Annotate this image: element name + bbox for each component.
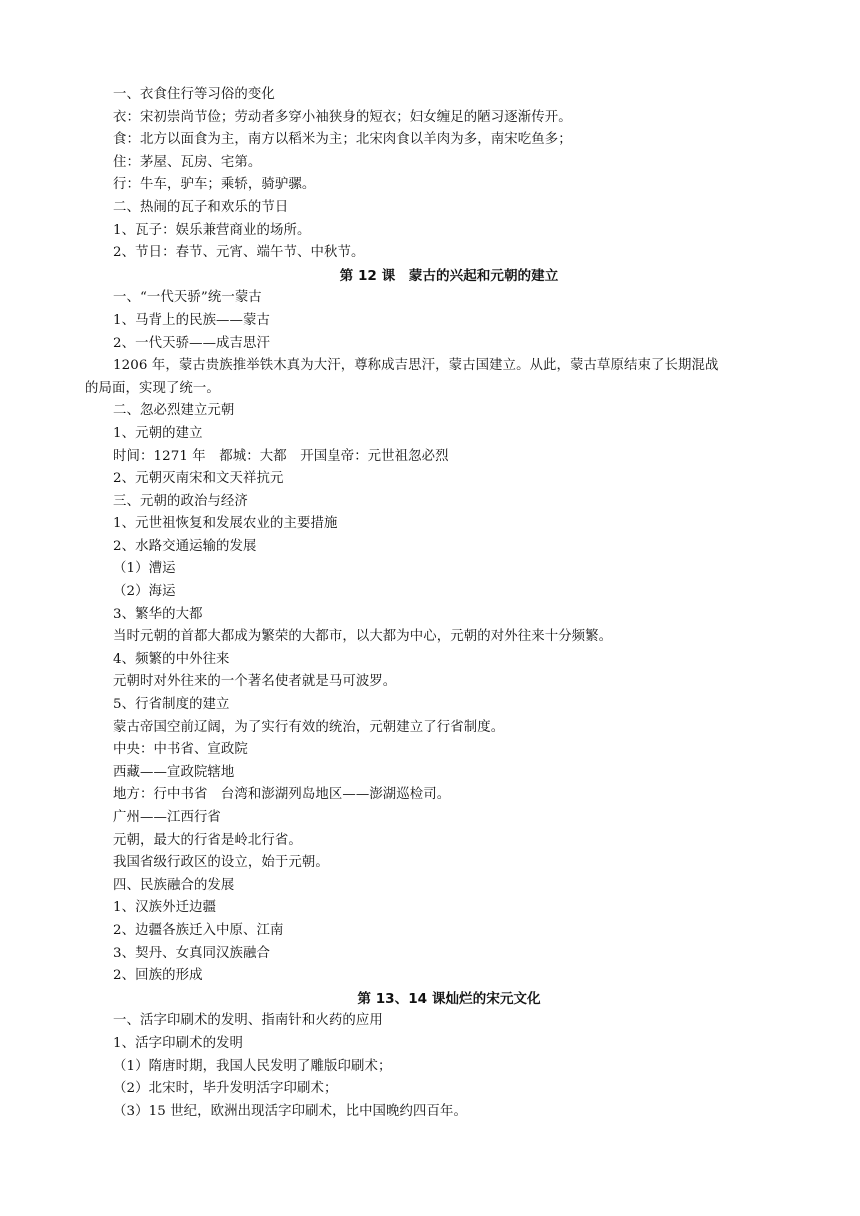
text-line: 一、“一代天骄”统一蒙古 (113, 290, 262, 306)
text-line: 四、民族融合的发展 (113, 877, 235, 893)
lesson-13-14-heading: 第 13、14 课灿烂的宋元文化 (357, 990, 541, 1007)
text-line: 一、衣食住行等习俗的变化 (113, 87, 275, 102)
text-line: 地方：行中书省 台湾和澎湖列岛地区——澎湖巡检司。 (113, 787, 451, 803)
paragraph-line-continued: 的局面，实现了统一。 (85, 380, 220, 396)
text-line: 1、瓦子：娱乐兼营商业的场所。 (113, 222, 311, 238)
text-line: 3、繁华的大都 (113, 606, 203, 622)
text-line: （1）漕运 (113, 561, 176, 577)
text-line: 三、元朝的政治与经济 (113, 493, 248, 509)
text-line: 住：茅屋、瓦房、宅第。 (113, 154, 262, 170)
text-line: 1、元朝的建立 (113, 425, 203, 441)
text-line: 广州——江西行省 (113, 810, 221, 825)
text-line: 1、汉族外迁边疆 (113, 900, 217, 916)
text-line: 二、忽必烈建立元朝 (113, 403, 235, 419)
text-line: 时间：1271 年 都城：大都 开国皇帝：元世祖忽必烈 (113, 448, 449, 464)
text-line: 衣：宋初崇尚节俭；劳动者多穿小袖狭身的短衣；妇女缠足的陋习逐渐传开。 (113, 109, 572, 125)
text-line: （2）北宋时，毕升发明活字印刷术； (113, 1081, 338, 1097)
text-line: （3）15 世纪，欧洲出现活字印刷术，比中国晚约四百年。 (113, 1103, 467, 1119)
text-line: 元朝时对外往来的一个著名使者就是马可波罗。 (113, 674, 397, 690)
text-line: 食：北方以面食为主，南方以稻米为主；北宋肉食以羊肉为多，南宋吃鱼多； (113, 132, 572, 148)
text-line: 二、热闹的瓦子和欢乐的节日 (113, 199, 289, 215)
text-line: 2、回族的形成 (113, 968, 203, 984)
text-line: 2、水路交通运输的发展 (113, 538, 257, 554)
text-line: 元朝，最大的行省是岭北行省。 (113, 832, 302, 848)
text-line: 2、节日：春节、元宵、端午节、中秋节。 (113, 245, 365, 261)
text-line: 1、马背上的民族——蒙古 (113, 312, 271, 328)
text-line: 行：牛车，驴车；乘轿，骑驴骡。 (113, 177, 316, 193)
document-body (85, 84, 785, 1123)
text-line: 2、一代天骄——成吉思汗 (113, 335, 271, 351)
text-line: 5、行省制度的建立 (113, 697, 230, 713)
text-line: 中央：中书省、宣政院 (113, 742, 248, 758)
text-line: 西藏——宣政院辖地 (113, 764, 235, 780)
text-line: 一、活字印刷术的发明、指南针和火药的应用 (113, 1013, 383, 1029)
text-line: （2）海运 (113, 584, 176, 600)
lesson-12-heading: 第 12 课 蒙古的兴起和元朝的建立 (339, 267, 559, 284)
text-line: 2、元朝灭南宋和文天祥抗元 (113, 471, 284, 487)
text-line: 4、频繁的中外往来 (113, 651, 230, 667)
text-line: 3、契丹、女真同汉族融合 (113, 945, 271, 961)
paragraph-line-first: 1206 年，蒙古贵族推举铁木真为大汗，尊称成吉思汗，蒙古国建立。从此，蒙古草原结束了长期混战 (113, 358, 719, 374)
text-line: 蒙古帝国空前辽阔，为了实行有效的统治，元朝建立了行省制度。 (113, 719, 505, 735)
text-line: 2、边疆各族迁入中原、江南 (113, 922, 284, 938)
text-line: （1）隋唐时期，我国人民发明了雕版印刷术； (113, 1058, 392, 1074)
text-line: 我国省级行政区的设立，始于元朝。 (113, 855, 329, 871)
text-line: 1、元世祖恢复和发展农业的主要措施 (113, 516, 338, 532)
text-line: 1、活字印刷术的发明 (113, 1035, 244, 1051)
text-line: 当时元朝的首都大都成为繁荣的大都市，以大都为中心，元朝的对外往来十分频繁。 (113, 629, 613, 645)
